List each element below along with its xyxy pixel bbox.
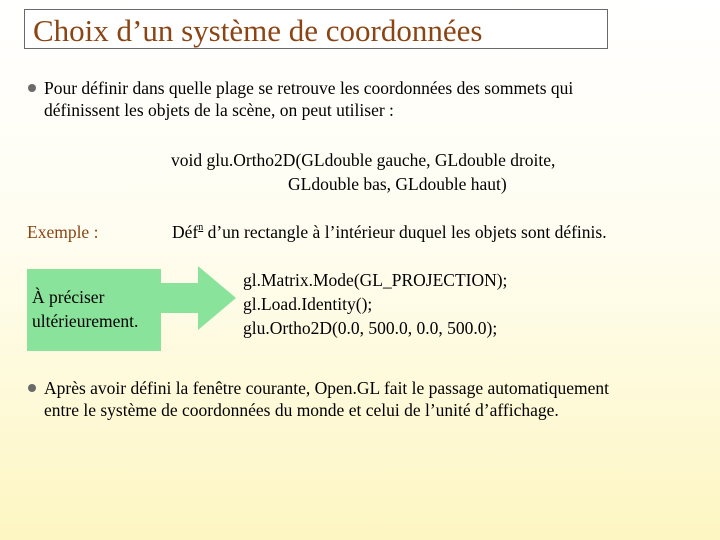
bullet-dot-1 bbox=[28, 84, 36, 92]
signature-line2: GLdouble bas, GLdouble haut) bbox=[288, 174, 507, 194]
bullet2-line2: entre le système de coordonnées du monde et celui de l’unité d’affichage. bbox=[44, 400, 559, 420]
code-line2: gl.Load.Identity(); bbox=[243, 294, 373, 314]
example-definition bbox=[172, 222, 607, 243]
note-line2: ultérieurement. bbox=[32, 311, 139, 331]
bullet1-line1: Pour définir dans quelle plage se retrouve les coordonnées des sommets qui bbox=[44, 78, 574, 98]
definition-superscript: n bbox=[198, 222, 204, 233]
definition-prefix: Déf bbox=[172, 222, 199, 242]
bullet-paragraph-1 bbox=[44, 77, 573, 121]
definition-rest: d’un rectangle à l’intérieur duquel les objets sont définis. bbox=[203, 222, 607, 242]
code-line1: gl.Matrix.Mode(GL_PROJECTION); bbox=[243, 270, 508, 290]
code-block bbox=[243, 268, 507, 340]
bullet-paragraph-2 bbox=[44, 377, 609, 421]
signature-line1: void glu.Ortho2D(GLdouble gauche, GLdouble droite, bbox=[171, 150, 556, 170]
title-box bbox=[24, 9, 608, 49]
example-label: Exemple : bbox=[27, 222, 99, 242]
slide-title: Choix d’un système de coordonnées bbox=[33, 13, 483, 48]
bullet2-line1: Après avoir défini la fenêtre courante, Open.GL fait le passage automatiquement bbox=[44, 378, 609, 398]
right-arrow-icon bbox=[160, 266, 240, 330]
bullet1-line2: définissent les objets de la scène, on peut utiliser : bbox=[44, 100, 394, 120]
note-box bbox=[27, 269, 161, 351]
code-line3: glu.Ortho2D(0.0, 500.0, 0.0, 500.0); bbox=[243, 318, 498, 338]
bullet-dot-2 bbox=[28, 384, 36, 392]
note-line1: À préciser bbox=[32, 287, 105, 307]
